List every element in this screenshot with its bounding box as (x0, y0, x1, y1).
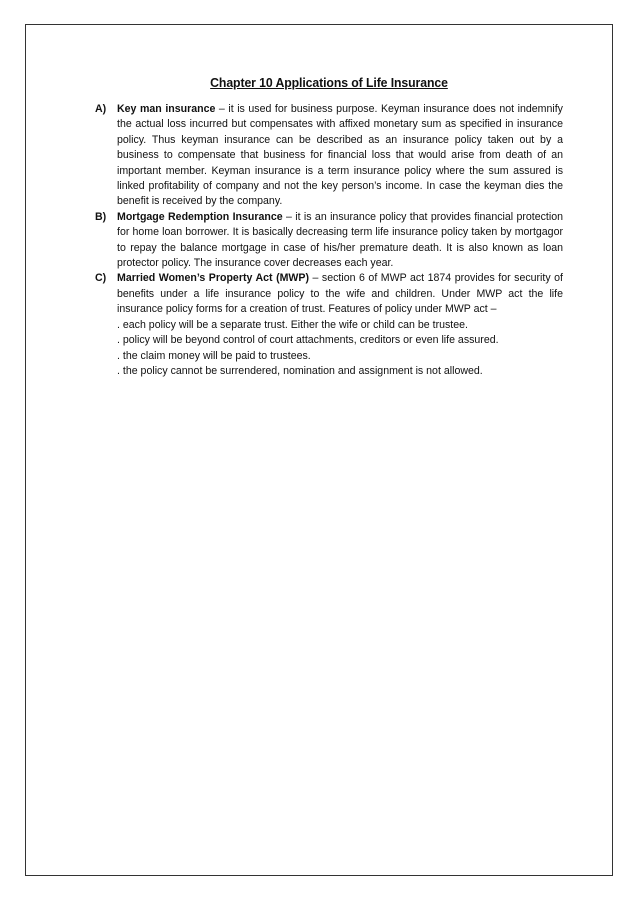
item-text: – it is used for business purpose. Keyman insurance does not indemnify the actual loss incurred but compensates with affixed monetary sum as specified in insurance policy. Thus keyman insurance can be described as an insurance policy taken out by a business to compensate that business for financial loss that would arise from death of an important member. Keyman insurance is a term insurance policy where the sum assured is linked profitability of company and not the key person’s income. In case the keyman dies the benefit is received by the company. (117, 103, 563, 208)
item-heading: Mortgage Redemption Insurance (117, 210, 283, 223)
item-letter: C) (95, 272, 107, 285)
item-key-man-insurance (95, 102, 563, 210)
feature-bullet: . the policy cannot be surrendered, nomination and assignment is not allowed. (117, 364, 483, 377)
feature-bullet: . each policy will be a separate trust. Either the wife or child can be trustee. (117, 318, 468, 331)
item-letter: A) (95, 103, 107, 115)
chapter-title: Chapter 10 Applications of Life Insurance (210, 75, 448, 90)
item-heading: Key man insurance (117, 103, 216, 115)
item-text: – it is an insurance policy that provides financial protection for home loan borrower. It is basically decreasing term life insurance policy taken by mortgagor to repay the balance mortgage in case of his/her premature death. It is also known as loan protector policy. The insurance cover decreases each year. (117, 210, 563, 270)
feature-bullet: . the claim money will be paid to trustees. (117, 349, 311, 362)
item-heading: Married Women’s Property Act (MWP) (117, 272, 310, 285)
item-text: – section 6 of MWP act 1874 provides for security of benefits under a life insurance policy to the wife and children. Under MWP act the life insurance policy forms for a creation of trust. Features of policy under MWP act – (117, 272, 563, 316)
item-mortgage-redemption-insurance (95, 210, 563, 272)
feature-bullet: . policy will be beyond control of court attachments, creditors or even life assured. (117, 334, 499, 347)
document-content (95, 75, 563, 379)
item-letter: B) (95, 210, 107, 223)
item-mwp-act (95, 271, 563, 379)
